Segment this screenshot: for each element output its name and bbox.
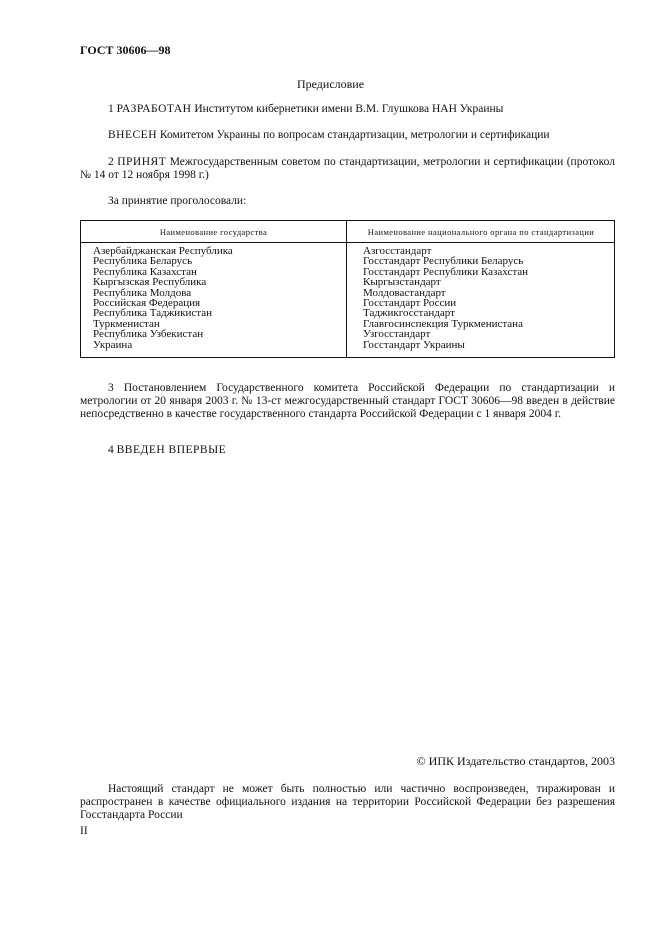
paragraph-enactment: 3 Постановлением Государственного комитета Российской Федерации по стандартизации и метрологии от 20 января 2003 г. № 13-ст межгосударственный стандарт ГОСТ 30606—98 введен в действие непосредственно в качестве государственного стандарта Российской Федерации с 1 января 2004 г. [80, 382, 615, 420]
state-list [93, 246, 233, 350]
standards-body-item: Кыргызстандарт [363, 276, 441, 289]
standards-body-item: Главгосинспекция Туркменистана [363, 317, 523, 330]
standards-body-item: Госстандарт России [363, 297, 457, 310]
table-header-body: Наименование национального органа по стандартизации [367, 227, 595, 237]
document-id: ГОСТ 30606—98 [80, 43, 171, 57]
voting-intro: За принятие проголосовали: [108, 195, 247, 207]
standards-body-item: Молдовастандарт [363, 286, 446, 299]
state-item: Туркменистан [93, 317, 160, 330]
developed-by-text: Институтом кибернетики имени В.М. Глушкова НАН Украины [194, 103, 504, 115]
state-item: Республика Таджикистан [93, 307, 212, 320]
page-title: Предисловие [296, 77, 365, 91]
standards-body-item: Госстандарт Республики Казахстан [363, 265, 529, 278]
state-item: Азербайджанская Республика [93, 245, 233, 257]
first-introduced-text: ВВЕДЕН ВПЕРВЫЕ [116, 444, 227, 456]
page-number: II [80, 825, 88, 837]
paragraph-adopted [80, 156, 615, 182]
introduced-by-text: Комитетом Украины по вопросам стандартизации, метрологии и сертификации [159, 129, 550, 141]
standards-body-list [363, 246, 528, 350]
paragraph-number: 4 [108, 444, 114, 456]
paragraph-first-introduced [80, 444, 615, 457]
keyword-introduced: ВНЕСЕН [108, 129, 157, 141]
voting-table [80, 220, 615, 358]
state-item: Республика Казахстан [93, 265, 197, 278]
table-header-state: Наименование государства [159, 227, 268, 237]
paragraph-developed [80, 103, 615, 116]
state-item: Украина [93, 338, 133, 351]
state-item: Республика Беларусь [93, 255, 193, 268]
paragraph-introduced [80, 129, 615, 142]
reproduction-notice: Настоящий стандарт не может быть полностью или частично воспроизведен, тиражирован и распространен в качестве официального издания на территории Российской Федерации без разрешения Госстандарта России [80, 783, 615, 821]
standards-body-item: Госстандарт Украины [363, 338, 465, 351]
state-item: Республика Молдова [93, 286, 192, 299]
standards-body-item: Узгосстандарт [363, 328, 431, 341]
state-item: Республика Узбекистан [93, 328, 204, 341]
state-item: Кыргызская Республика [93, 276, 207, 289]
standards-body-item: Таджикгосстандарт [363, 307, 455, 320]
keyword-adopted: ПРИНЯТ [117, 156, 167, 168]
standards-body-item: Азгосстандарт [363, 245, 432, 257]
adopted-by-text: Межгосударственным советом по стандартизации, метрологии и сертификации (протокол № 14 от 12 ноября 1998 г.) [80, 156, 616, 181]
paragraph-number: 1 [108, 103, 114, 115]
table-header-divider [81, 242, 614, 243]
keyword-developed: РАЗРАБОТАН [116, 103, 192, 115]
paragraph-number: 2 [108, 156, 114, 168]
state-item: Российская Федерация [93, 297, 201, 310]
copyright-line: © ИПК Издательство стандартов, 2003 [416, 754, 615, 768]
standards-body-item: Госстандарт Республики Беларусь [363, 255, 524, 268]
